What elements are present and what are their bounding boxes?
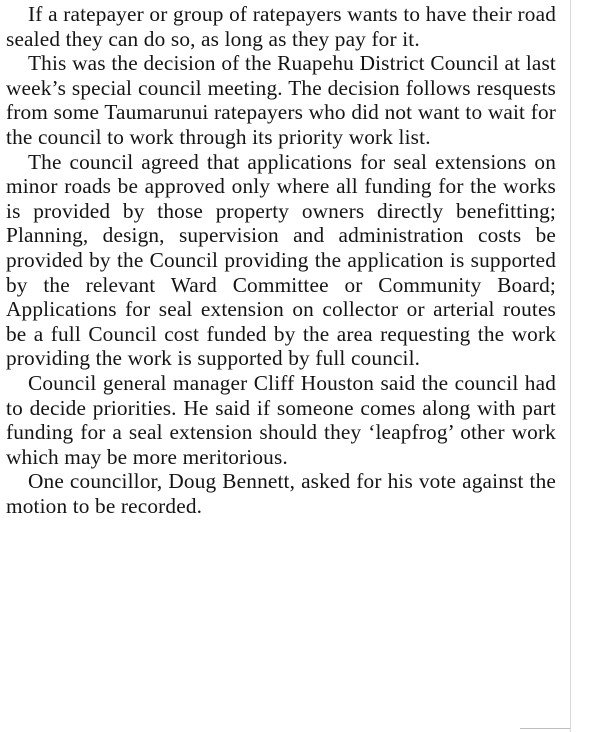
article-body: [6, 2, 556, 518]
article-paragraph-2: This was the decision of the Ruapehu District Council at last week’s special council meeting. The decision follows resquests from some Taumarunui ratepayers who did not want to wait for the council to work through its priority work list.: [6, 51, 556, 149]
column-divider: [570, 0, 571, 732]
article-paragraph-1: If a ratepayer or group of ratepayers wants to have their road sealed they can do so, as long as they pay for it.: [6, 2, 556, 51]
article-paragraph-5: One councillor, Doug Bennett, asked for his vote against the motion to be recorded.: [6, 469, 556, 518]
article-paragraph-4: Council general manager Cliff Houston said the council had to decide priorities. He said if someone comes along with part funding for a seal extension should they ‘leapfrog’ other work which may be more meritorious.: [6, 370, 556, 469]
article-paragraph-3: The council agreed that applications for seal extensions on minor roads be approved only where all funding for the works is provided by those property owners directly benefitting; Planning, design, supervision and administration costs be provided by the Council providing the application is supported by the relevant Ward Committee or Community Board; Applications for seal extension on collector or arterial routes be a full Council cost funded by the area requesting the work providing the work is supported by full council.: [6, 149, 556, 371]
footer-rule: [520, 728, 570, 729]
